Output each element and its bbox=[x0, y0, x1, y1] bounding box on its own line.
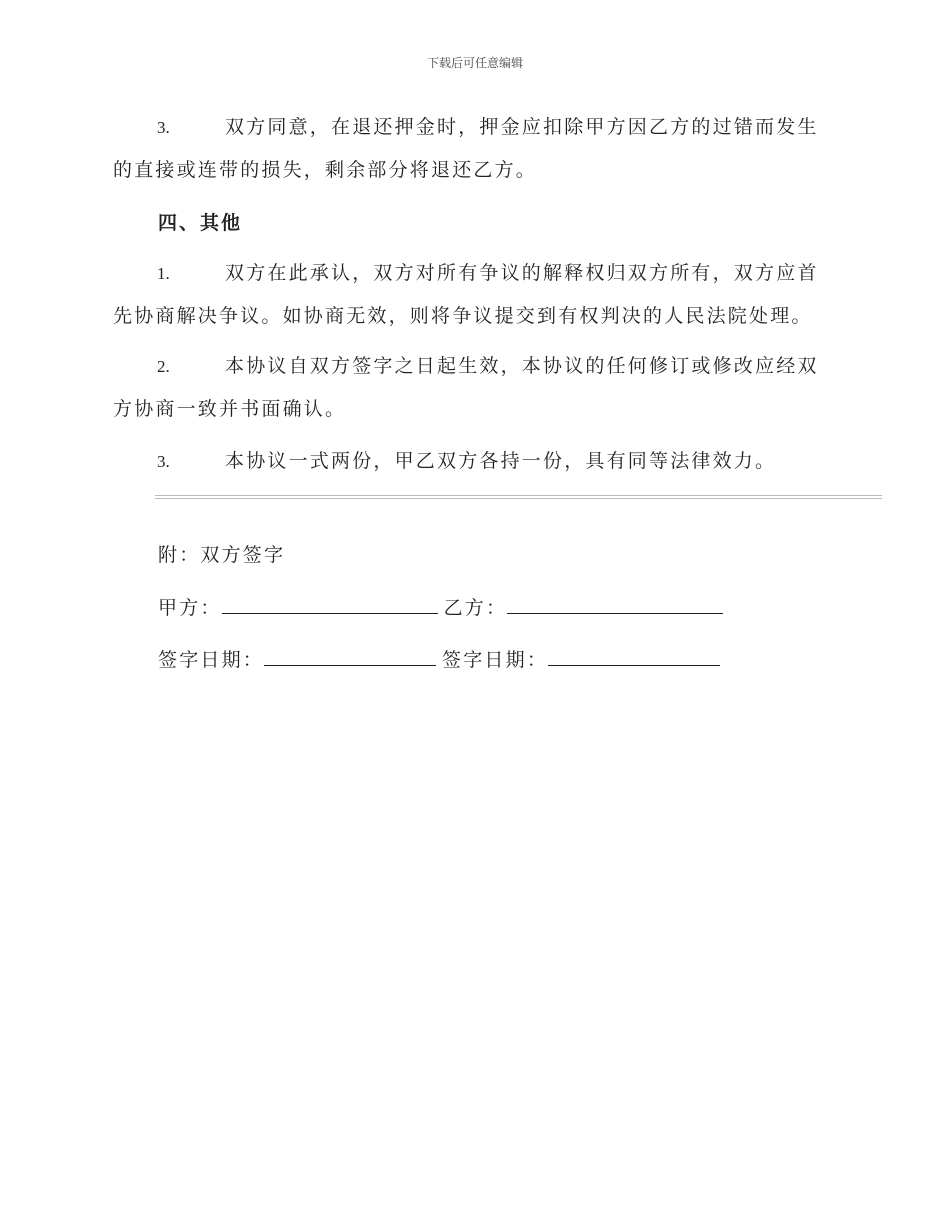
clause-text: 本协议一式两份，甲乙双方各持一份，具有同等法律效力。 bbox=[225, 450, 777, 472]
party-b-signature-field[interactable] bbox=[507, 593, 723, 614]
clause-line bbox=[113, 345, 835, 388]
clause-line bbox=[113, 252, 835, 295]
clause-text: 本协议自双方签字之日起生效，本协议的任何修订或修改应经双 bbox=[225, 355, 819, 377]
date-b-field[interactable] bbox=[548, 645, 720, 666]
party-a-label: 甲方： bbox=[158, 597, 222, 619]
clause-line: 先协商解决争议。如协商无效，则将争议提交到有权判决的人民法院处理。 bbox=[113, 305, 813, 327]
party-signature-row bbox=[158, 593, 729, 620]
party-b-label: 乙方： bbox=[443, 597, 508, 619]
page-header: 下载后可任意编辑 bbox=[426, 56, 523, 70]
clause-line bbox=[113, 106, 835, 149]
clause-line bbox=[113, 440, 835, 483]
date-a-label: 签字日期： bbox=[158, 649, 265, 671]
attachment-label: 附：双方签字 bbox=[158, 544, 286, 566]
section-heading: 四、其他 bbox=[158, 212, 243, 234]
clause-3-3 bbox=[113, 106, 835, 192]
clause-text: 双方在此承认，双方对所有争议的解释权归双方所有，双方应首 bbox=[225, 262, 819, 284]
clause-4-1 bbox=[113, 252, 835, 338]
clause-line: 方协商一致并书面确认。 bbox=[113, 398, 347, 420]
clause-line: 的直接或连带的损失，剩余部分将退还乙方。 bbox=[113, 159, 538, 181]
date-signature-row bbox=[158, 645, 726, 672]
date-b-label: 签字日期： bbox=[442, 649, 549, 671]
divider bbox=[155, 495, 882, 499]
clause-number: 3. bbox=[157, 452, 170, 471]
date-a-field[interactable] bbox=[264, 645, 436, 666]
party-a-signature-field[interactable] bbox=[222, 593, 438, 614]
clause-number: 3. bbox=[157, 118, 170, 137]
clause-4-3 bbox=[113, 440, 835, 483]
clause-text: 双方同意，在退还押金时，押金应扣除甲方因乙方的过错而发生 bbox=[225, 116, 819, 138]
clause-number: 2. bbox=[157, 357, 170, 376]
clause-number: 1. bbox=[157, 264, 170, 283]
clause-4-2 bbox=[113, 345, 835, 431]
